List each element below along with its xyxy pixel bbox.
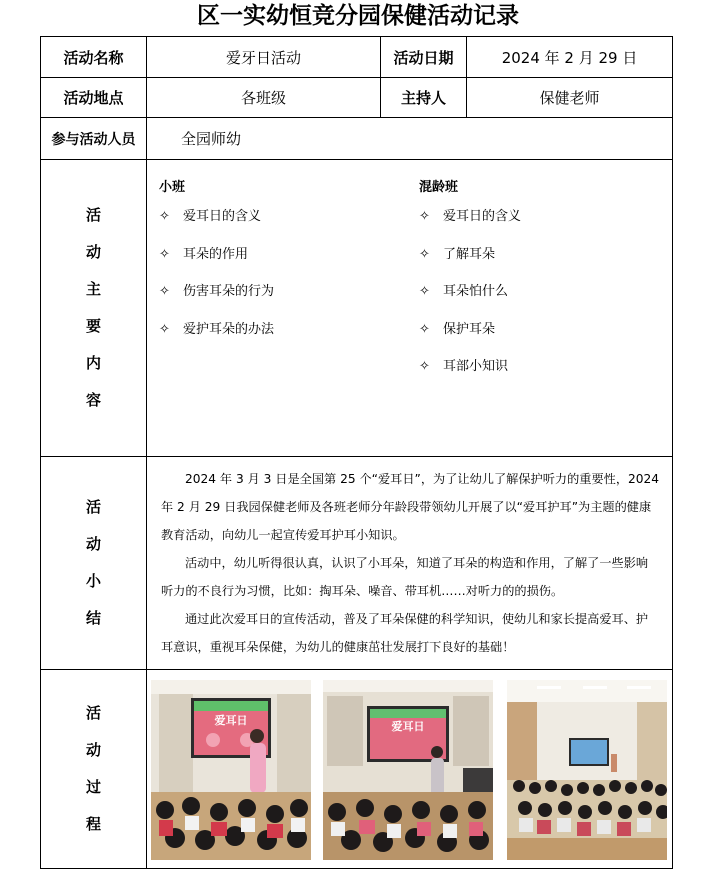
- diamond-bullet-icon: ✧: [159, 209, 170, 224]
- vertical-char: 活: [85, 498, 101, 516]
- vertical-char: 动: [85, 741, 101, 759]
- label-participants: 参与活动人员: [41, 118, 147, 160]
- list-item: ✧ 了解耳朵: [419, 245, 521, 283]
- list-item: ✧ 耳朵怕什么: [419, 282, 521, 320]
- list-heading: 小班: [159, 180, 186, 195]
- screen-title-text: 爱耳日: [391, 720, 425, 733]
- vertical-char: 主: [85, 280, 101, 298]
- vertical-char: 小: [85, 572, 101, 590]
- classroom-photo-image: [323, 680, 493, 860]
- record-table: [40, 36, 673, 869]
- content-list-small-class: [159, 176, 274, 357]
- content-list-mixed-class: [419, 176, 521, 395]
- label-activity-place: 活动地点: [41, 78, 147, 118]
- list-item: ✧ 爱耳日的含义: [419, 207, 521, 245]
- activity-photo-2: [323, 680, 493, 860]
- diamond-bullet-icon: ✧: [419, 321, 430, 337]
- value-host: 保健老师: [467, 78, 673, 118]
- diamond-bullet-icon: ✧: [419, 209, 430, 224]
- activity-photo-1: [151, 680, 311, 860]
- label-summary: [41, 457, 147, 670]
- label-activity-name: 活动名称: [41, 37, 147, 78]
- value-activity-place: 各班级: [147, 78, 381, 118]
- diamond-bullet-icon: ✧: [159, 284, 170, 299]
- label-activity-date: 活动日期: [381, 37, 467, 78]
- classroom-photo-image: [507, 680, 667, 860]
- vertical-char: 动: [85, 535, 101, 553]
- vertical-char: 活: [85, 206, 101, 224]
- summary-paragraph: 通过此次爱耳日的宣传活动，普及了耳朵保健的科学知识，使幼儿和家长提高爱耳、护耳意识，重视耳朵保健，为幼儿的健康茁壮发展打下良好的基础！: [161, 612, 649, 654]
- page-title: 区一实幼恒竞分园保健活动记录: [197, 3, 519, 29]
- value-activity-name: 爱牙日活动: [147, 37, 381, 78]
- vertical-char: 容: [85, 391, 101, 409]
- value-participants: 全园师幼: [147, 118, 673, 160]
- diamond-bullet-icon: ✧: [419, 284, 430, 299]
- list-heading: 混龄班: [419, 180, 459, 195]
- summary-paragraph: 2024 年 3 月 3 日是全国第 25 个“爱耳日”，为了让幼儿了解保护听力的重要性，2024 年 2 月 29 日我园保健老师及各班老师分年龄段带领幼儿开展了以“爱耳护耳”为主题的健康教育活动，向幼儿一起宣传爱耳护耳小知识。: [161, 472, 660, 542]
- label-process: [41, 670, 147, 869]
- list-item: ✧ 爱护耳朵的办法: [159, 320, 274, 358]
- diamond-bullet-icon: ✧: [419, 359, 430, 374]
- value-activity-date: 2024 年 2 月 29 日: [467, 37, 673, 78]
- summary-cell: [147, 457, 673, 670]
- vertical-char: 内: [85, 354, 101, 372]
- main-content-cell: [147, 160, 673, 457]
- process-cell: [147, 670, 673, 869]
- vertical-char: 动: [85, 243, 101, 261]
- vertical-char: 要: [85, 317, 101, 335]
- label-host: 主持人: [381, 78, 467, 118]
- vertical-char: 过: [85, 778, 101, 796]
- vertical-char: 结: [85, 609, 101, 627]
- diamond-bullet-icon: ✧: [159, 321, 170, 337]
- vertical-char: 程: [85, 815, 101, 833]
- classroom-photo-image: [151, 680, 311, 860]
- diamond-bullet-icon: ✧: [419, 246, 430, 262]
- screen-title-text: 爱耳日: [214, 714, 248, 727]
- activity-photo-3: [507, 680, 667, 860]
- vertical-char: 活: [85, 704, 101, 722]
- list-item: ✧ 伤害耳朵的行为: [159, 282, 274, 320]
- list-item: ✧ 保护耳朵: [419, 320, 521, 358]
- list-item: ✧ 耳部小知识: [419, 357, 521, 395]
- list-item: ✧ 爱耳日的含义: [159, 207, 274, 245]
- diamond-bullet-icon: ✧: [159, 246, 170, 262]
- summary-paragraph: 活动中，幼儿听得很认真，认识了小耳朵，知道了耳朵的构造和作用，了解了一些影响听力的不良行为习惯，比如：掏耳朵、噪音、带耳机……对听力的的损伤。: [161, 556, 649, 598]
- list-item: ✧ 耳朵的作用: [159, 245, 274, 283]
- label-main-content: [41, 160, 147, 457]
